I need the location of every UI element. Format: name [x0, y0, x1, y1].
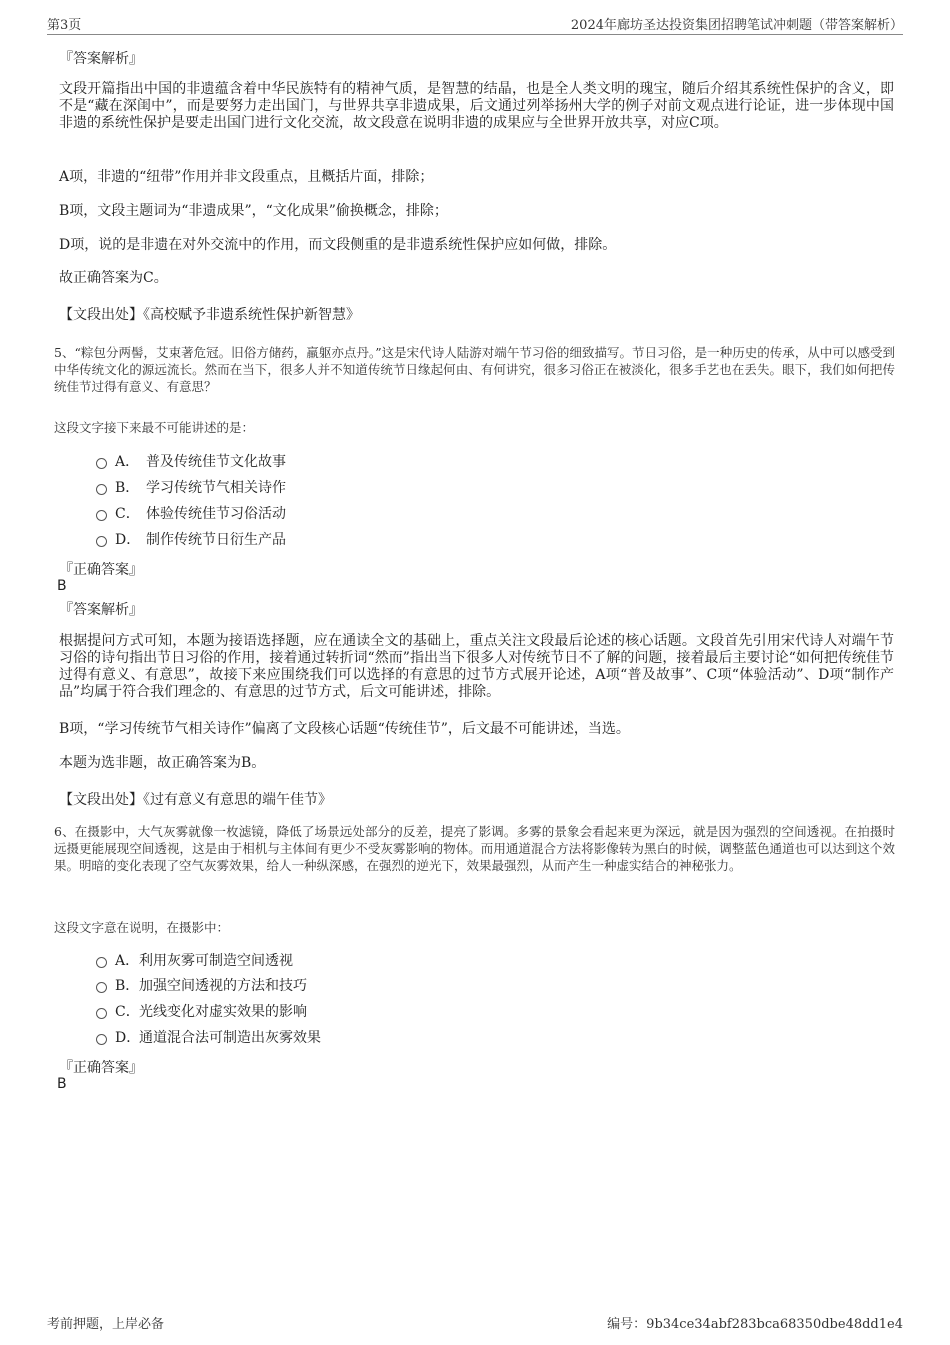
- question-stem: 这段文字接下来最不可能讲述的是：: [54, 420, 255, 435]
- option-letter: A．: [115, 454, 140, 470]
- page-number: 第3页: [47, 18, 82, 33]
- question-text: 6、在摄影中，大气灰雾就像一枚滤镜，降低了场景远处部分的反差，提亮了影调。多雾的景象会看起来更为深远，就是因为强烈的空间透视。在拍摄时远摄更能展现空间透视，这是由于相机与主体间有更少不受灰雾影响的物体。而用通道混合方法将影像转为黑白的时候，调整蓝色通道也可以达到这个效果。明暗的变化表现了空气灰雾效果，给人一种纵深感，在强烈的逆光下，效果最强烈，从而产生一种虚实结合的神秘张力。: [54, 824, 895, 873]
- analysis-label: 『答案解析』: [59, 51, 143, 67]
- option-text: 光线变化对虚实效果的影响: [139, 1004, 307, 1020]
- option-letter: D．: [115, 1030, 141, 1046]
- option-b[interactable]: [96, 478, 286, 498]
- option-text: 加强空间透视的方法和技巧: [139, 978, 307, 994]
- analysis-paragraph: B项，文段主题词为“非遗成果”，“文化成果”偷换概念，排除；: [59, 203, 448, 219]
- radio-icon[interactable]: [96, 1008, 107, 1019]
- option-text: 学习传统节气相关诗作: [146, 480, 286, 496]
- question-text: 5、“粽包分两髻，艾束著危冠。旧俗方储药，羸躯亦点丹。”这是宋代诗人陆游对端午节习俗的细致描写。节日习俗，是一种历史的传承，从中可以感受到中华传统文化的源远流长。然而在当下，很多人并不知道传统节日缘起何由、有何讲究，很多习俗正在被淡化，很多手艺也在丢失。眼下，我们如何把传统佳节过得有意义、有意思？: [54, 345, 895, 394]
- correct-answer: B: [57, 1076, 67, 1092]
- document-serial: 编号：9b34ce34abf283bca68350dbe48dd1e4: [607, 1317, 903, 1332]
- radio-icon[interactable]: [96, 957, 107, 968]
- option-a[interactable]: [96, 452, 286, 472]
- correct-answer-label: 『正确答案』: [59, 1060, 143, 1076]
- option-b[interactable]: [96, 976, 307, 996]
- analysis-paragraph: 故正确答案为C。: [59, 270, 168, 286]
- option-letter: C．: [115, 506, 140, 522]
- analysis-paragraph: 文段开篇指出中国的非遗蕴含着中华民族特有的精神气质，是智慧的结晶，也是全人类文明的瑰宝，随后介绍其系统性保护的含义，即不是“藏在深闺中”，而是要努力走出国门，与世界共享非遗成果，后文通过列举扬州大学的例子对前文观点进行论证，进一步体现中国非遗的系统性保护是要走出国门进行文化交流，故文段意在说明非遗的成果应与全世界开放共享，对应C项。: [59, 81, 894, 131]
- analysis-paragraph: A项，非遗的“纽带”作用并非文段重点，且概括片面，排除；: [59, 169, 434, 185]
- option-text: 通道混合法可制造出灰雾效果: [139, 1030, 321, 1046]
- option-a[interactable]: [96, 951, 293, 971]
- option-letter: B．: [115, 480, 140, 496]
- correct-answer-label: 『正确答案』: [59, 562, 143, 578]
- radio-icon[interactable]: [96, 536, 107, 547]
- option-letter: B．: [115, 978, 140, 994]
- question-stem: 这段文字意在说明，在摄影中：: [54, 920, 230, 935]
- correct-answer: B: [57, 578, 67, 594]
- option-c[interactable]: [96, 504, 286, 524]
- radio-icon[interactable]: [96, 458, 107, 469]
- option-c[interactable]: [96, 1002, 307, 1022]
- radio-icon[interactable]: [96, 484, 107, 495]
- radio-icon[interactable]: [96, 982, 107, 993]
- radio-icon[interactable]: [96, 1034, 107, 1045]
- passage-source: 【文段出处】《过有意义有意思的端午佳节》: [59, 792, 332, 808]
- option-letter: A．: [115, 953, 140, 969]
- radio-icon[interactable]: [96, 510, 107, 521]
- passage-source: 【文段出处】《高校赋予非遗系统性保护新智慧》: [59, 307, 360, 323]
- option-letter: C．: [115, 1004, 140, 1020]
- analysis-paragraph: D项，说的是非遗在对外交流中的作用，而文段侧重的是非遗系统性保护应如何做，排除。: [59, 237, 617, 253]
- analysis-paragraph: 本题为选非题，故正确答案为B。: [59, 755, 266, 771]
- option-text: 体验传统佳节习俗活动: [146, 506, 286, 522]
- option-d[interactable]: [96, 1028, 321, 1048]
- document-title: 2024年廊坊圣达投资集团招聘笔试冲刺题（带答案解析）: [570, 18, 903, 33]
- option-letter: D．: [115, 532, 141, 548]
- option-text: 制作传统节日衍生产品: [146, 532, 286, 548]
- footer-slogan: 考前押题，上岸必备: [47, 1317, 165, 1332]
- page-footer: [47, 1313, 903, 1331]
- analysis-paragraph: B项，“学习传统节气相关诗作”偏离了文段核心话题“传统佳节”，后文最不可能讲述，当选。: [59, 721, 630, 737]
- option-text: 利用灰雾可制造空间透视: [139, 953, 293, 969]
- option-text: 普及传统佳节文化故事: [146, 454, 286, 470]
- analysis-paragraph: 根据提问方式可知，本题为接语选择题，应在通读全文的基础上，重点关注文段最后论述的核心话题。文段首先引用宋代诗人对端午节习俗的诗句指出节日习俗的作用，接着通过转折词“然而”指出当下很多人对传统节日不了解的问题，接着最后主要讨论“如何把传统佳节过得有意义、有意思”，故接下来应围绕我们可以选择的有意思的过节方式展开论述，A项“普及故事”、C项“体验活动”、D项“制作产品”均属于符合我们理念的、有意思的过节方式，后文可能讲述，排除。: [59, 633, 894, 700]
- analysis-label: 『答案解析』: [59, 602, 143, 618]
- page-header: [47, 14, 903, 35]
- option-d[interactable]: [96, 530, 286, 550]
